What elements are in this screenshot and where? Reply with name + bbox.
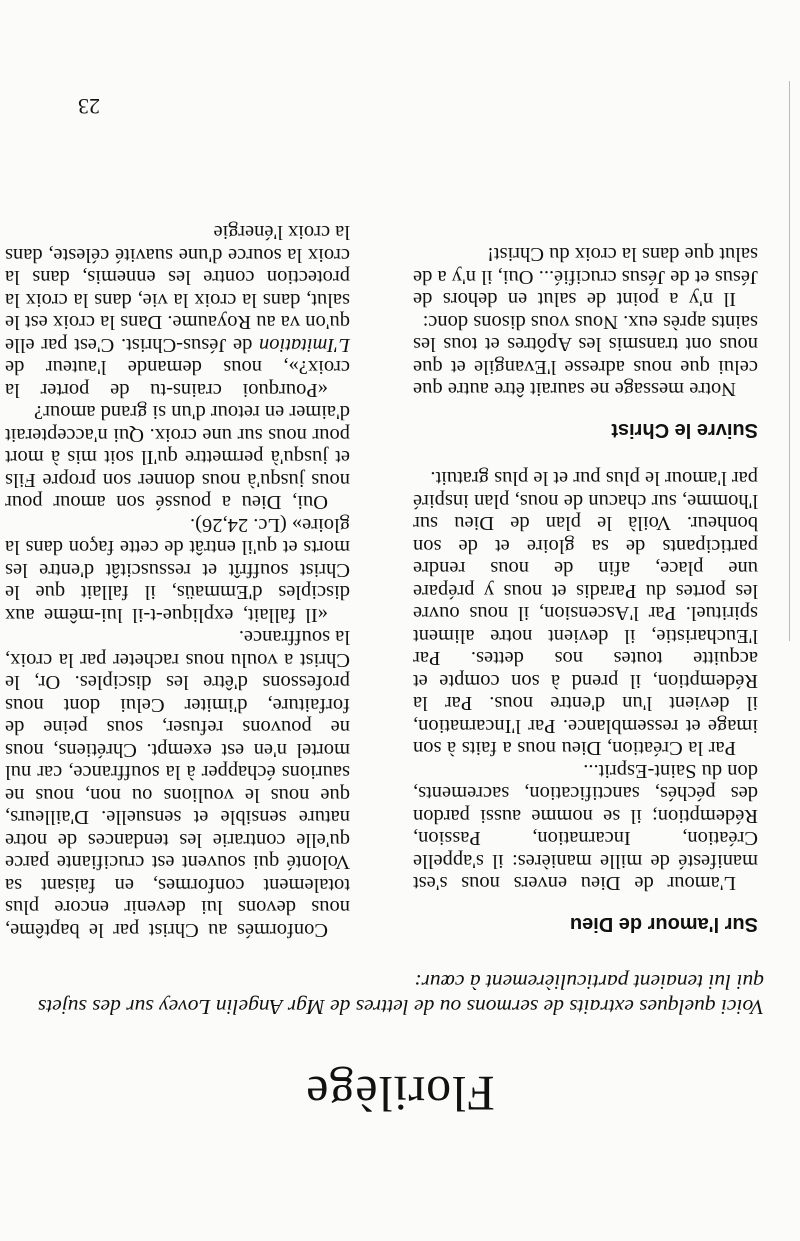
paragraph: Notre message ne saurait être autre que celui que nous adresse l'Evangile et que nous ont transmis les Apôtres et tous les saints après eux. Nous vous disons donc:	[413, 311, 758, 401]
paragraph	[5, 221, 350, 401]
page-number: 23	[78, 94, 100, 119]
page-title: Florilège	[305, 1066, 495, 1122]
margin-rule	[789, 81, 790, 641]
left-column	[413, 243, 758, 941]
paragraph-text: de Jésus-Christ. C'est par elle qu'on va au Royaume. Dans la croix est le salut, dans la croix la vie, dans la croix la protection contre les ennemis, dans la croix la source d'une suavité céleste, dans la croix l'énergie	[5, 221, 350, 356]
paragraph: Il n'y a point de salut en dehors de Jésus et de Jésus crucifié... Oui, il n'y a de salut que dans la croix du Christ!	[413, 243, 758, 311]
intro-text: Voici quelques extraits de sermons ou de lettres de Mgr Angelin Lovey sur des sujets qui lui tenaient particulièrement à cœur:	[37, 970, 764, 1019]
paragraph: L'amour de Dieu envers nous s'est manifesté de mille manières: il s'appelle Création, Incarnation, Passion, Rédemption; il se nomme aussi pardon des péchés, sanctification, sacrements, don du Saint-Esprit...	[413, 760, 758, 895]
right-column	[5, 221, 350, 941]
section-heading-suivre: Suivre le Christ	[611, 419, 758, 441]
paragraph: «Il fallait, explique-t-il lui-même aux disciples d'Emmaüs, il fallait que le Christ souffrît et ressuscitât d'entre les morts et qu'il entrât de cette façon dans la gloire» (Lc. 24,26).	[5, 514, 350, 626]
paragraph: Conformés au Christ par le baptême, nous devons lui devenir encore plus totalement conformes, en faisant sa Volonté qui souvent est crucifiante parce qu'elle contrarie les tendances de notre nature sensible et sensuelle. D'ailleurs, que nous le voulions ou non, nous ne saurions échapper à la souffrance, car nul mortel n'en est exempt. Chrétiens, nous ne pouvons refuser, sous peine de forfaiture, d'imiter Celui dont nous professons d'être les disciples. Or, le Christ a voulu nous racheter par la croix, la souffrance.	[5, 626, 350, 941]
book-title: L'Imitation	[259, 334, 350, 356]
paragraph: Oui, Dieu a poussé son amour pour nous jusqu'à nous donner son propre Fils et jusqu'à permettre qu'Il soit mis à mort pour nous sur une croix. Qui n'accepterait d'aimer en retour d'un si grand amour?	[5, 401, 350, 514]
paragraph: Par la Création, Dieu nous a faits à son image et ressemblance. Par l'Incarnation, il devient l'un d'entre nous. Par la Rédemption, il prend à son compte et acquitte toutes nos dettes. Par l'Eucharistie, il devient notre aliment spirituel. Par l'Ascension, il nous ouvre les portes du Paradis et nous y prépare une place, afin de nous rendre participants de sa gloire et de son bonheur. Voilà le plan de Dieu sur l'homme, sur chacun de nous, plan inspiré par l'amour le plus pur et le plus gratuit.	[413, 467, 758, 760]
paragraph-text: «Pourquoi crains-tu de porter la croix?», nous demande l'auteur de	[5, 356, 350, 401]
section-heading-amour: Sur l'amour de Dieu	[569, 913, 758, 935]
